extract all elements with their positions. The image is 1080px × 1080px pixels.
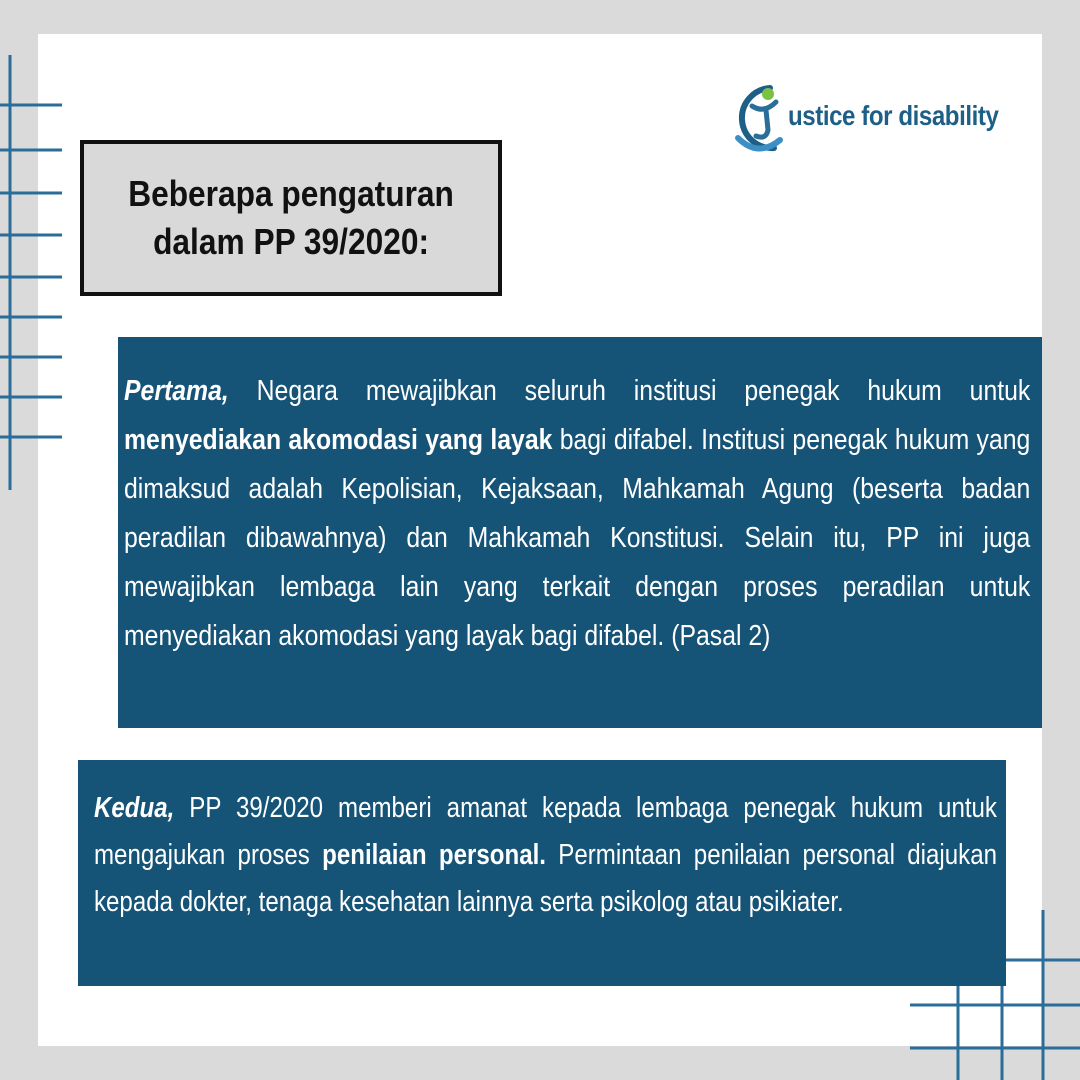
point-1-text <box>124 367 1030 661</box>
page-title <box>128 170 454 266</box>
point-2-bold: penilaian personal. <box>322 839 546 871</box>
logo-text: ustice for disability <box>788 100 999 131</box>
point-1-text-b: bagi difabel. Institusi penegak hukum yang dimaksud adalah Kepolisian, Kejaksaan, Mahkamah Agung (beserta badan peradilan dibawahnya) dan Mahkamah Konstitusi. Selain itu, PP ini juga mewajibkan lembaga lain yang terkait dengan proses peradilan untuk menyediakan akomodasi yang layak bagi difabel. (Pasal 2) <box>124 424 1031 652</box>
logo-figure-icon <box>730 80 792 160</box>
title-box <box>80 140 502 296</box>
point-1-panel <box>118 337 1042 728</box>
point-1-bold: menyediakan akomodasi yang layak <box>124 424 553 456</box>
left-grid-decoration <box>0 55 70 495</box>
title-line-1: Beberapa pengaturan <box>128 173 454 214</box>
point-2-text-b: Permintaan penilaian personal diajukan kepada dokter, tenaga kesehatan lainnya serta psikolog atau psikiater. <box>94 839 997 918</box>
point-2-panel <box>78 760 1006 986</box>
point-2-lead: Kedua, <box>94 792 175 824</box>
point-2-text-a: PP 39/2020 memberi amanat kepada lembaga penegak hukum untuk mengajukan proses <box>94 792 997 871</box>
point-1-text-a: Negara mewajibkan seluruh institusi penegak hukum untuk <box>228 375 1031 407</box>
title-line-2: dalam PP 39/2020: <box>153 221 429 262</box>
point-1-lead: Pertama, <box>124 375 229 407</box>
justice-for-disability-logo <box>730 80 1020 160</box>
point-2-text <box>94 785 997 926</box>
